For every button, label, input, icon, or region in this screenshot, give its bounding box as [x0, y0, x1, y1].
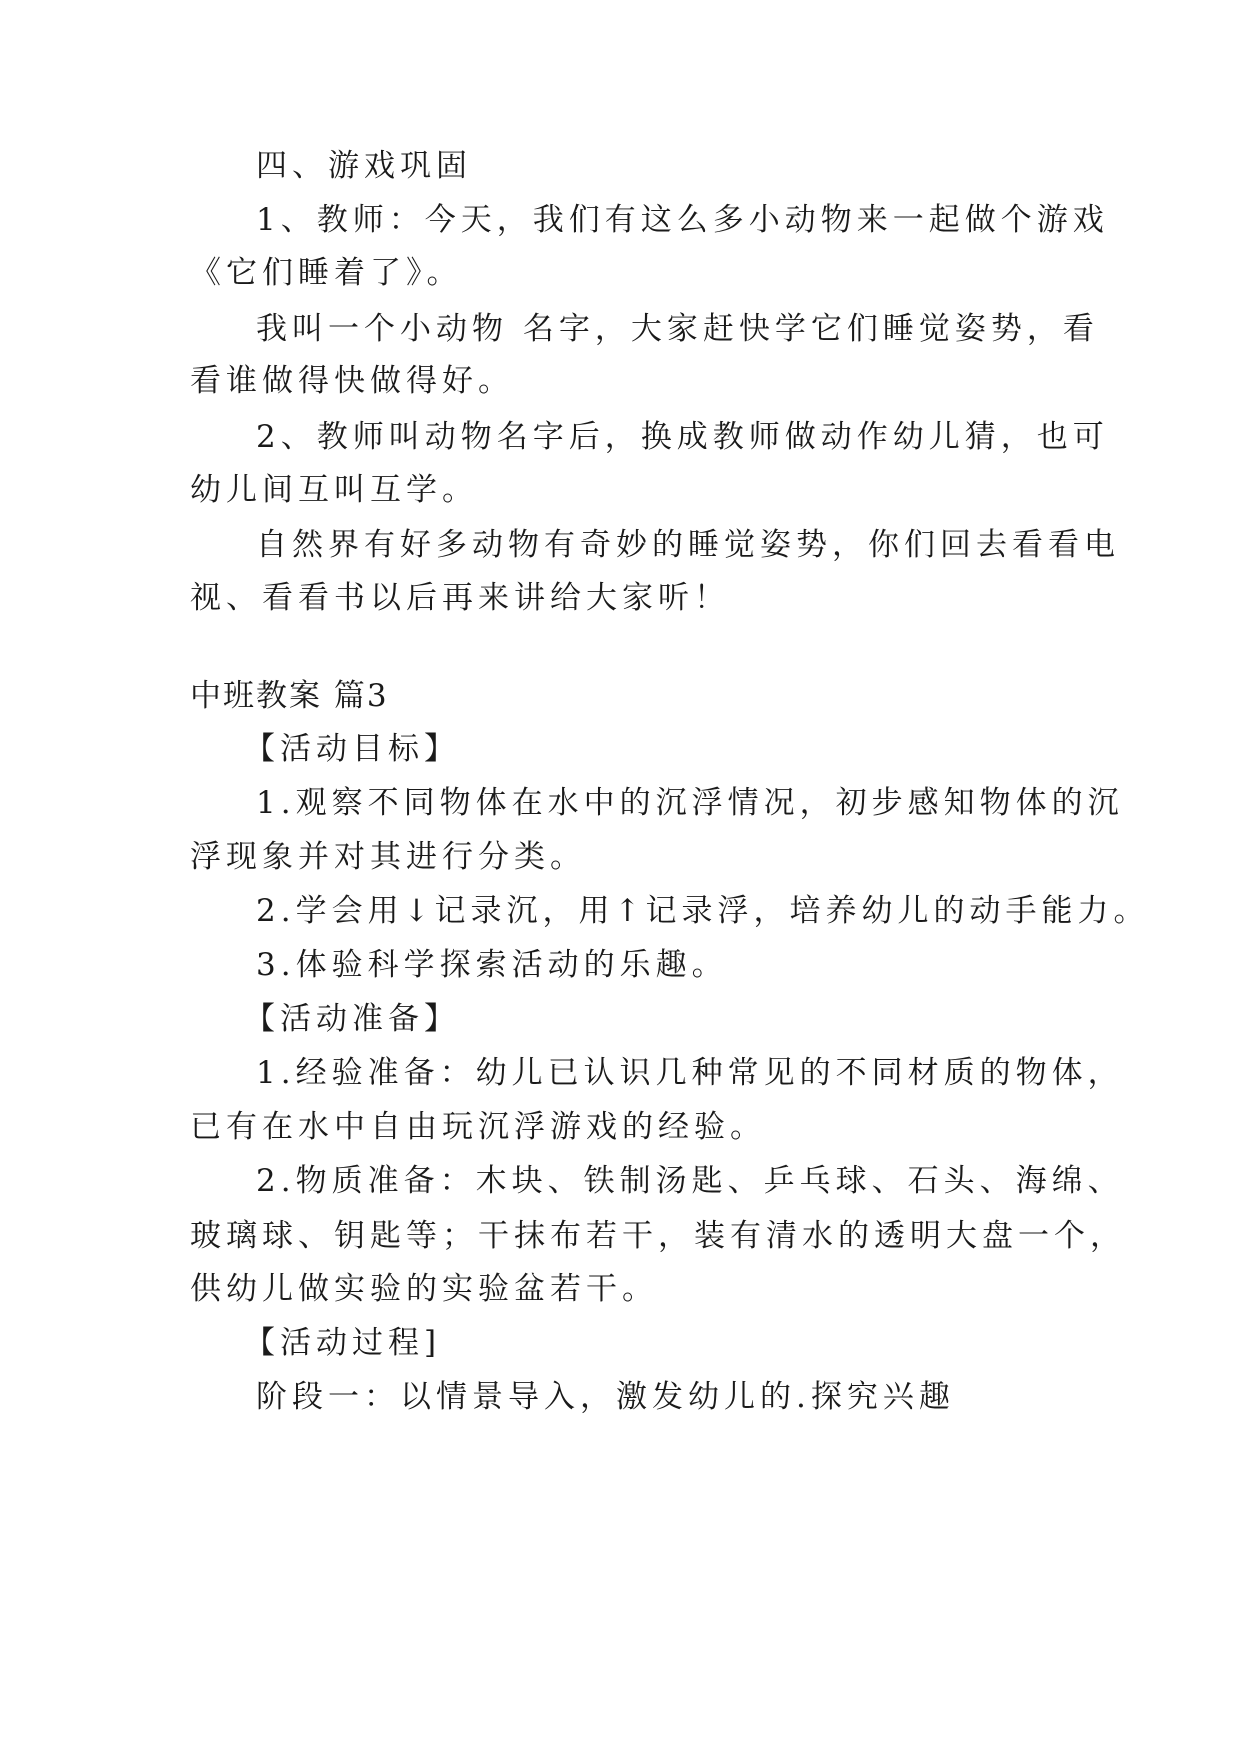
paragraph-line: 2.物质准备：木块、铁制汤匙、乒乓球、石头、海绵、 [256, 1163, 1124, 1199]
paragraph-line: 2.学会用↓记录沉，用↑记录浮，培养幼儿的动手能力。 [256, 893, 1150, 929]
paragraph-line: 供幼儿做实验的实验盆若干。 [190, 1271, 658, 1307]
paragraph-line: 我叫一个小动物 名字，大家赶快学它们睡觉姿势，看 [256, 311, 1099, 347]
heading-activity-preparation: 【活动准备】 [244, 1001, 460, 1037]
paragraph-line: 幼儿间互叫互学。 [190, 472, 478, 508]
paragraph-line: 自然界有好多动物有奇妙的睡觉姿势，你们回去看看电 [256, 527, 1120, 563]
paragraph-line: 2、教师叫动物名字后，换成教师做动作幼儿猜，也可 [256, 419, 1109, 455]
paragraph-line: 阶段一：以情景导入，激发幼儿的.探究兴趣 [256, 1379, 955, 1415]
heading-activity-goals: 【活动目标】 [244, 731, 460, 767]
paragraph-line: 1.经验准备：幼儿已认识几种常见的不同材质的物体， [256, 1055, 1124, 1091]
paragraph-line: 已有在水中自由玩沉浮游戏的经验。 [190, 1109, 766, 1145]
paragraph-line: 浮现象并对其进行分类。 [190, 839, 586, 875]
paragraph-line: 3.体验科学探索活动的乐趣。 [256, 947, 728, 983]
paragraph-line: 看谁做得快做得好。 [190, 363, 514, 399]
paragraph-line: 1.观察不同物体在水中的沉浮情况，初步感知物体的沉 [256, 785, 1124, 821]
heading-activity-process: 【活动过程] [244, 1325, 442, 1361]
section-title-lesson-3: 中班教案 篇3 [190, 678, 389, 714]
paragraph-line: 视、看看书以后再来讲给大家听！ [190, 580, 730, 616]
paragraph-line: 《它们睡着了》。 [190, 255, 463, 291]
paragraph-line: 玻璃球、钥匙等；干抹布若干，装有清水的透明大盘一个， [190, 1218, 1126, 1254]
paragraph-line: 1、教师：今天，我们有这么多小动物来一起做个游戏 [256, 202, 1109, 238]
section-heading-game: 四、游戏巩固 [256, 148, 472, 184]
